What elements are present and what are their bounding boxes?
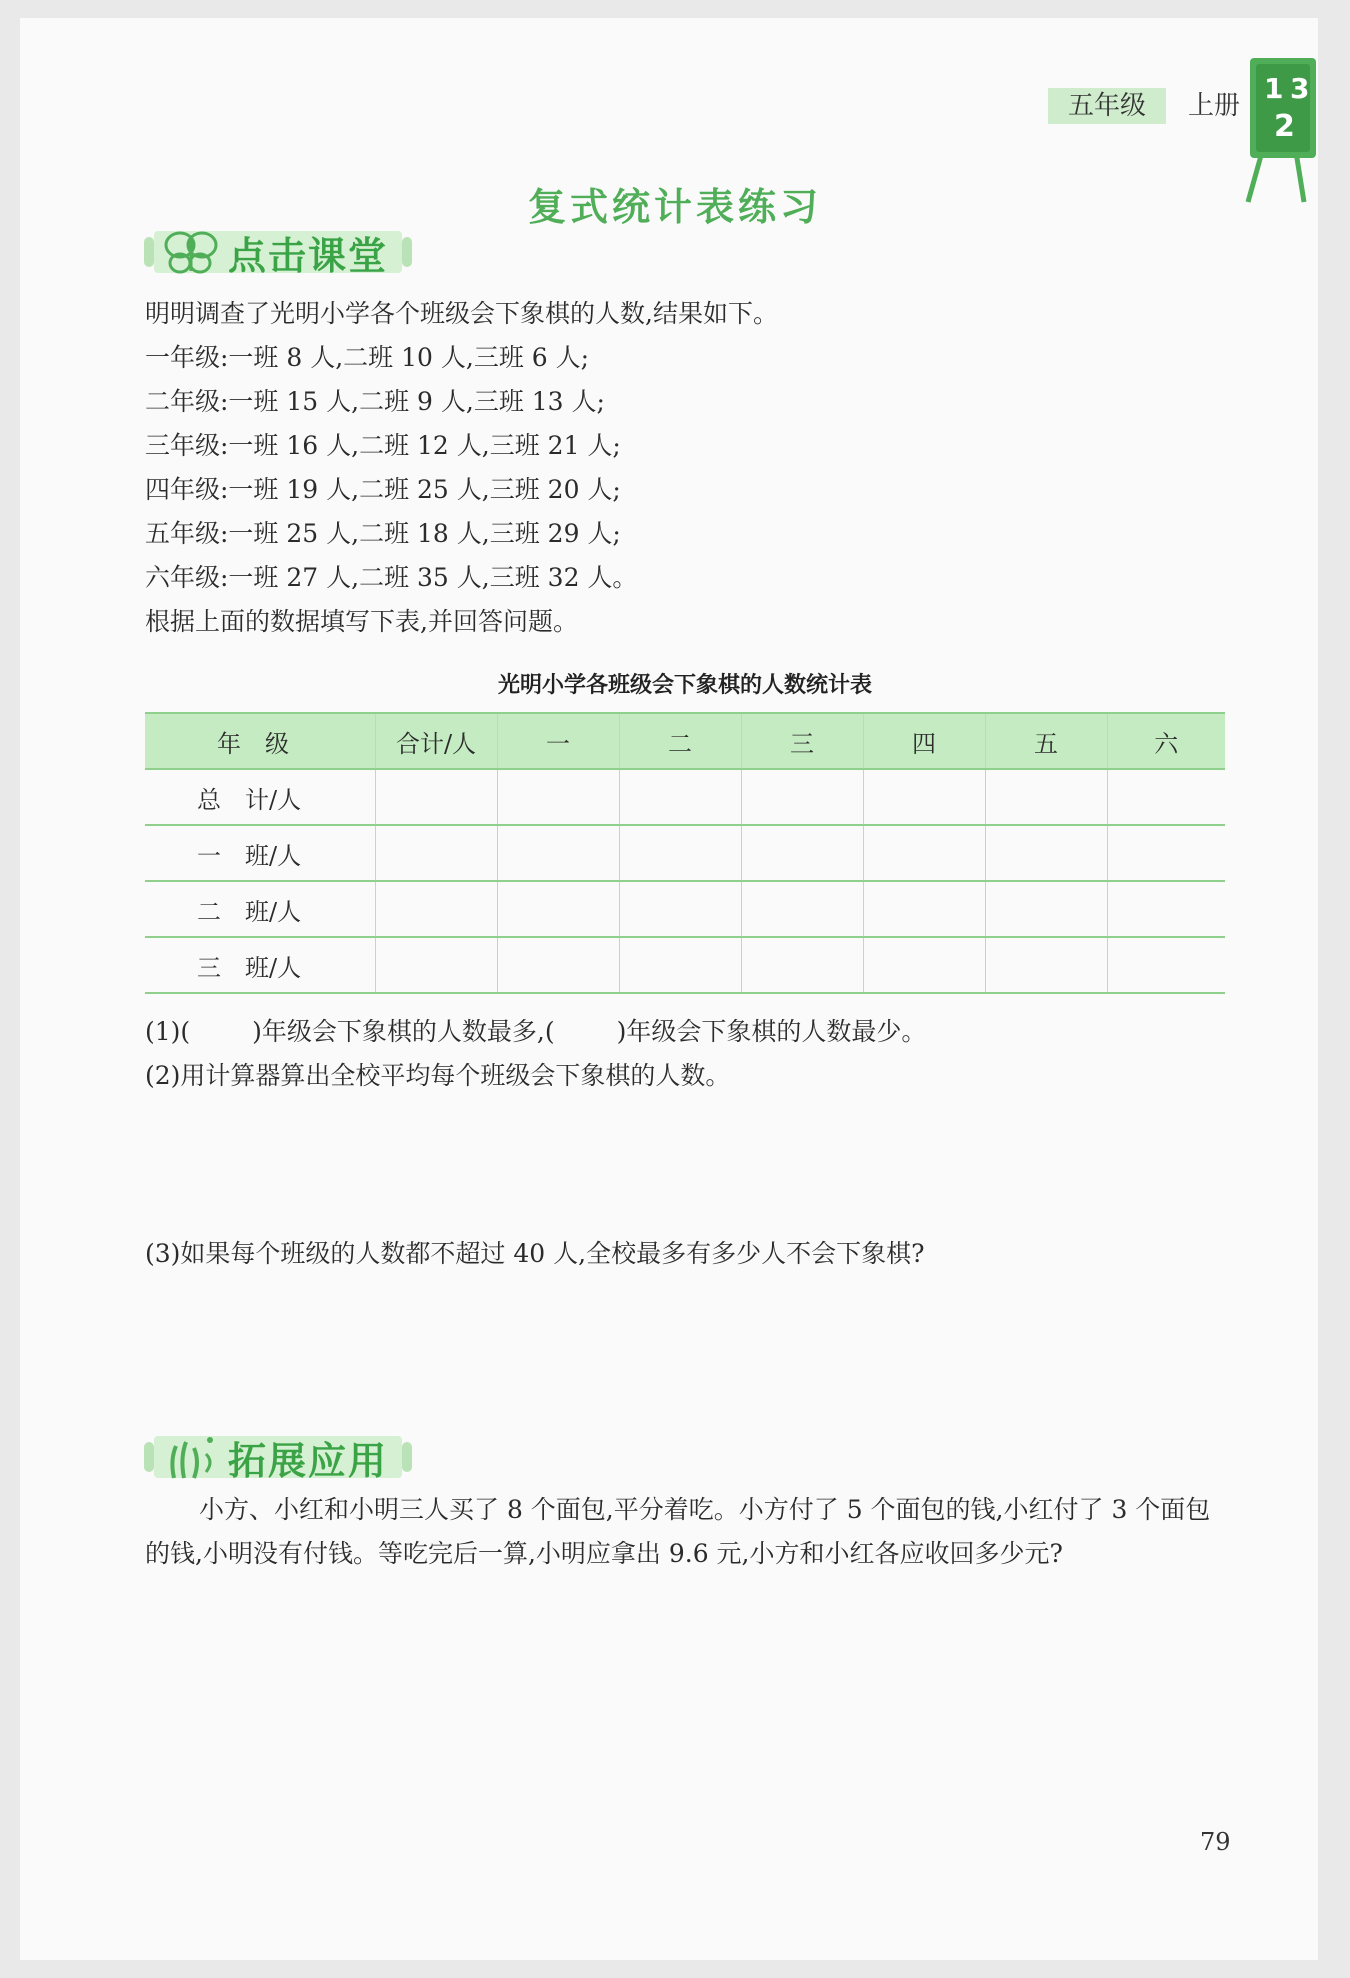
blank-cell[interactable] xyxy=(741,881,863,937)
grade-line: 三年级:一班 16 人,二班 12 人,三班 21 人; xyxy=(145,431,621,460)
blank-cell[interactable] xyxy=(619,937,741,993)
extension-problem: 小方、小红和小明三人买了 8 个面包,平分着吃。小方付了 5 个面包的钱,小红付了 3 个面包的钱,小明没有付钱。等吃完后一算,小明应拿出 9.6 元,小方和小红各应收回多少元? xyxy=(145,1495,1211,1568)
blank-cell[interactable] xyxy=(985,937,1107,993)
blank-cell[interactable] xyxy=(985,825,1107,881)
table-title: 光明小学各班级会下象棋的人数统计表 xyxy=(497,673,872,698)
blank-cell[interactable] xyxy=(375,825,497,881)
header-cell: 五 xyxy=(985,713,1107,769)
table-row xyxy=(145,881,1225,937)
blank-cell[interactable] xyxy=(497,937,619,993)
blank-cell[interactable] xyxy=(619,881,741,937)
grade-line: 四年级:一班 19 人,二班 25 人,三班 20 人; xyxy=(145,475,621,504)
blank-cell[interactable] xyxy=(1107,769,1225,825)
blank-cell[interactable] xyxy=(741,769,863,825)
blank-cell[interactable] xyxy=(985,881,1107,937)
header-cell: 三 xyxy=(741,713,863,769)
blank-cell[interactable] xyxy=(497,825,619,881)
question-1 xyxy=(145,1010,926,1054)
grade-line: 二年级:一班 15 人,二班 9 人,三班 13 人; xyxy=(145,387,605,416)
blank-cell[interactable] xyxy=(741,937,863,993)
blank-cell[interactable] xyxy=(1107,881,1225,937)
q1-part-a: (1)( xyxy=(145,1017,191,1046)
grade-line: 六年级:一班 27 人,二班 35 人,三班 32 人。 xyxy=(145,563,638,592)
section-heading-click-class xyxy=(144,225,412,279)
blank-cell[interactable] xyxy=(497,881,619,937)
butterfly-icon xyxy=(160,227,220,277)
question-2: (2)用计算器算出全校平均每个班级会下象棋的人数。 xyxy=(145,1061,731,1090)
page-title: 复式统计表练习 xyxy=(527,185,822,229)
blank-cell[interactable] xyxy=(619,825,741,881)
blank-cell[interactable] xyxy=(985,769,1107,825)
blank-cell[interactable] xyxy=(1107,825,1225,881)
row-label: 一 班/人 xyxy=(145,825,375,881)
blank-cell[interactable] xyxy=(863,937,985,993)
table-row xyxy=(145,937,1225,993)
grade-line: 五年级:一班 25 人,二班 18 人,三班 29 人; xyxy=(145,519,621,548)
board-number-3: 3 xyxy=(1290,72,1310,105)
section-heading-extension xyxy=(144,1430,412,1484)
blank-cell[interactable] xyxy=(375,769,497,825)
instruction-text: 根据上面的数据填写下表,并回答问题。 xyxy=(145,607,578,636)
header-cell: 年 级 xyxy=(145,713,375,769)
term-tag: 上册 xyxy=(1188,91,1241,121)
blank-cell[interactable] xyxy=(863,769,985,825)
header-cell: 二 xyxy=(619,713,741,769)
grass-icon xyxy=(160,1432,220,1482)
header-cell: 六 xyxy=(1107,713,1225,769)
board-number-2: 2 xyxy=(1274,109,1295,144)
row-label: 总 计/人 xyxy=(145,769,375,825)
blank-cell[interactable] xyxy=(1107,937,1225,993)
grade-data-lines xyxy=(145,336,637,600)
header-cell: 合计/人 xyxy=(375,713,497,769)
blank-cell[interactable] xyxy=(619,769,741,825)
blank-cell[interactable] xyxy=(497,769,619,825)
row-label: 三 班/人 xyxy=(145,937,375,993)
q1-part-b: )年级会下象棋的人数最多,( xyxy=(252,1017,555,1046)
blank-cell[interactable] xyxy=(863,881,985,937)
q1-part-c: )年级会下象棋的人数最少。 xyxy=(616,1017,927,1046)
table-row xyxy=(145,825,1225,881)
header-cell: 四 xyxy=(863,713,985,769)
question-3: (3)如果每个班级的人数都不超过 40 人,全校最多有多少人不会下象棋? xyxy=(145,1239,925,1268)
header-cell: 一 xyxy=(497,713,619,769)
board-number-1: 1 xyxy=(1264,72,1284,105)
intro-text: 明明调查了光明小学各个班级会下象棋的人数,结果如下。 xyxy=(145,299,778,328)
blank-cell[interactable] xyxy=(741,825,863,881)
section-heading-text: 点击课堂 xyxy=(228,233,389,278)
page-number: 79 xyxy=(1200,1828,1231,1856)
table-row xyxy=(145,769,1225,825)
blank-cell[interactable] xyxy=(863,825,985,881)
blank-cell[interactable] xyxy=(375,881,497,937)
row-label: 二 班/人 xyxy=(145,881,375,937)
statistics-table xyxy=(145,712,1225,994)
grade-tag: 五年级 xyxy=(1048,88,1166,124)
blank-cell[interactable] xyxy=(375,937,497,993)
table-header-row xyxy=(145,713,1225,769)
section-heading-text: 拓展应用 xyxy=(228,1438,389,1483)
grade-line: 一年级:一班 8 人,二班 10 人,三班 6 人; xyxy=(145,343,590,372)
